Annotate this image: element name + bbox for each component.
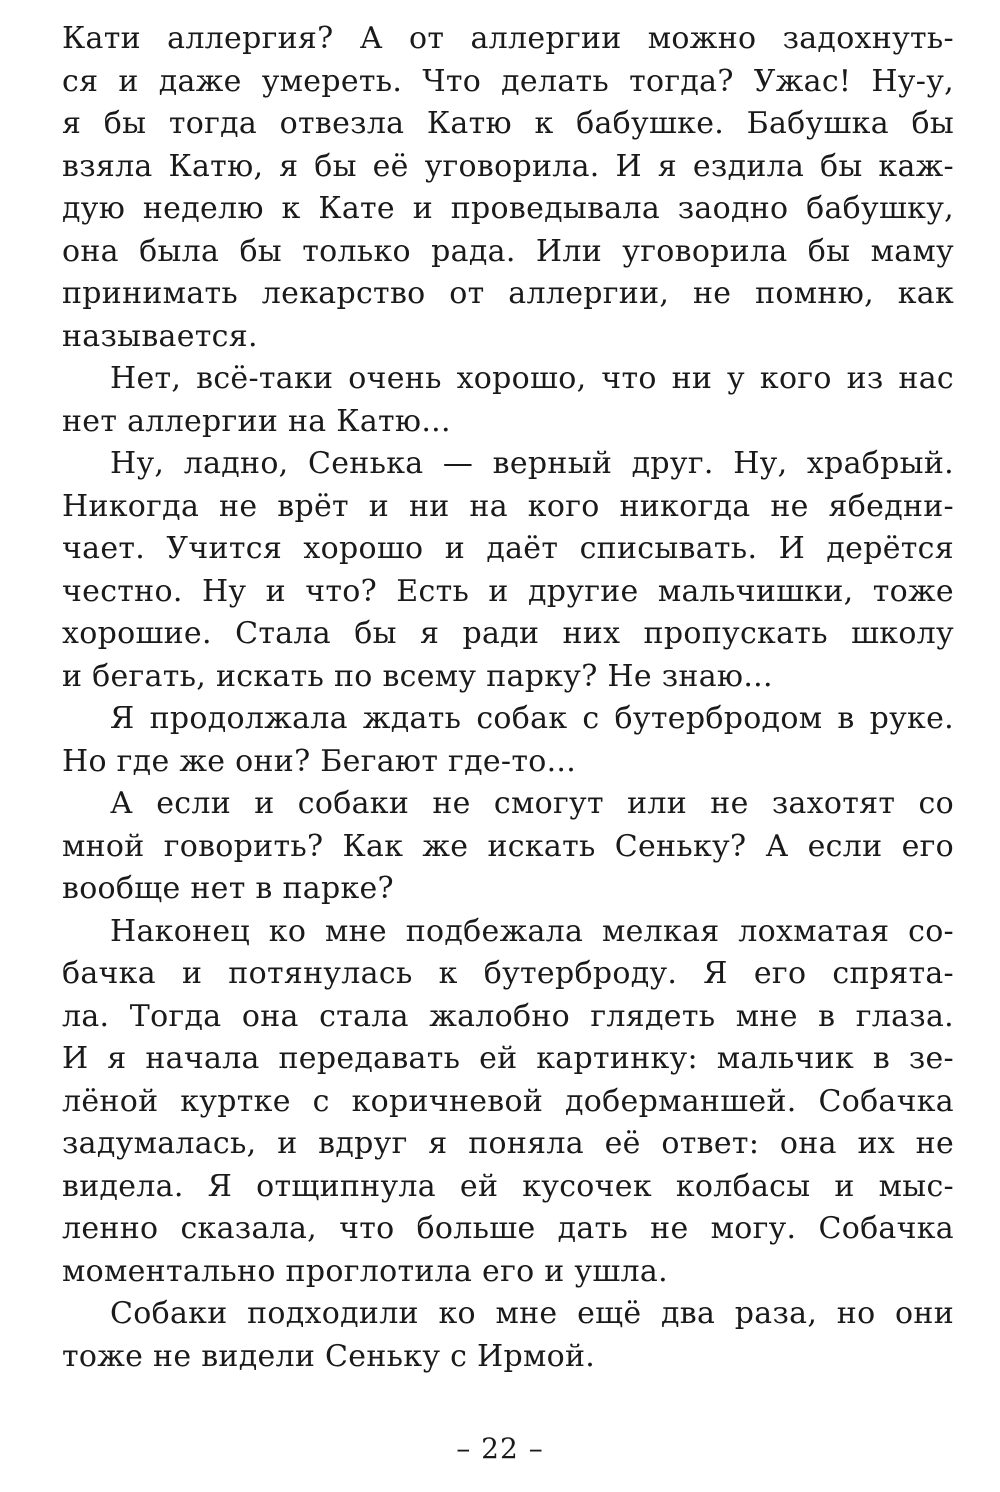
text-line: хорошие. Стала бы я ради них пропускать школу <box>62 616 954 651</box>
text-line: тоже не видели Сеньку с Ирмой. <box>62 1338 596 1374</box>
text-line: И я начала передавать ей картинку: мальчик в зе- <box>62 1041 954 1076</box>
text-line: вообще нет в парке? <box>62 871 394 906</box>
text-line: называется. <box>62 318 258 354</box>
page-text <box>62 18 954 1378</box>
text-line: чает. Учится хорошо и даёт списывать. И дерётся <box>62 531 954 566</box>
text-line: Ну, ладно, Сенька — верный друг. Ну, храбрый. <box>110 446 954 481</box>
text-line: видела. Я отщипнула ей кусочек колбасы и мыс- <box>62 1168 954 1204</box>
text-line: принимать лекарство от аллергии, не помню, как <box>62 276 954 311</box>
text-line: и бегать, искать по всему парку? Не знаю... <box>62 658 773 694</box>
text-line: Нет, всё-таки очень хорошо, что ни у кого из нас <box>110 361 954 396</box>
text-line: А если и собаки не смогут или не захотят со <box>110 786 954 821</box>
text-line: дую неделю к Кате и проведывала заодно бабушку, <box>62 191 954 226</box>
paragraph <box>62 358 954 443</box>
text-line: она была бы только рада. Или уговорила бы маму <box>62 233 954 269</box>
paragraph <box>62 698 954 783</box>
text-line: ла. Тогда она стала жалобно глядеть мне в глаза. <box>62 998 954 1034</box>
text-line: ся и даже умереть. Что делать тогда? Ужас! Ну-у, <box>62 63 954 99</box>
text-line: Я продолжала ждать собак с бутербродом в руке. <box>110 701 954 736</box>
text-line: задумалась, и вдруг я поняла её ответ: она их не <box>62 1126 954 1161</box>
text-line: я бы тогда отвезла Катю к бабушке. Бабушка бы <box>62 106 954 141</box>
paragraph <box>62 911 954 1294</box>
paragraph <box>62 18 954 358</box>
text-line: Но где же они? Бегают где-то... <box>62 743 577 779</box>
text-line: Собаки подходили ко мне ещё два раза, но они <box>110 1296 954 1331</box>
text-line: ленно сказала, что больше дать не могу. Собачка <box>62 1211 954 1246</box>
text-line: нет аллергии на Катю... <box>62 403 451 439</box>
text-line: Наконец ко мне подбежала мелкая лохматая со- <box>110 913 954 949</box>
paragraph <box>62 443 954 698</box>
text-line: моментально проглотила его и ушла. <box>62 1253 668 1289</box>
paragraph <box>62 783 954 911</box>
text-line: Кати аллергия? А от аллергии можно задохнуть- <box>62 21 954 56</box>
text-line: честно. Ну и что? Есть и другие мальчишки, тоже <box>62 573 954 609</box>
page-number: – 22 – <box>456 1432 544 1465</box>
text-line: взяла Катю, я бы её уговорила. И я ездила бы каж- <box>62 148 954 184</box>
text-line: мной говорить? Как же искать Сеньку? А если его <box>62 828 954 864</box>
paragraph <box>62 1293 954 1378</box>
text-line: лёной куртке с коричневой доберманшей. Собачка <box>62 1083 954 1119</box>
text-line: Никогда не врёт и ни на кого никогда не ябедни- <box>62 488 954 524</box>
text-line: бачка и потянулась к бутерброду. Я его спрята- <box>62 956 954 991</box>
